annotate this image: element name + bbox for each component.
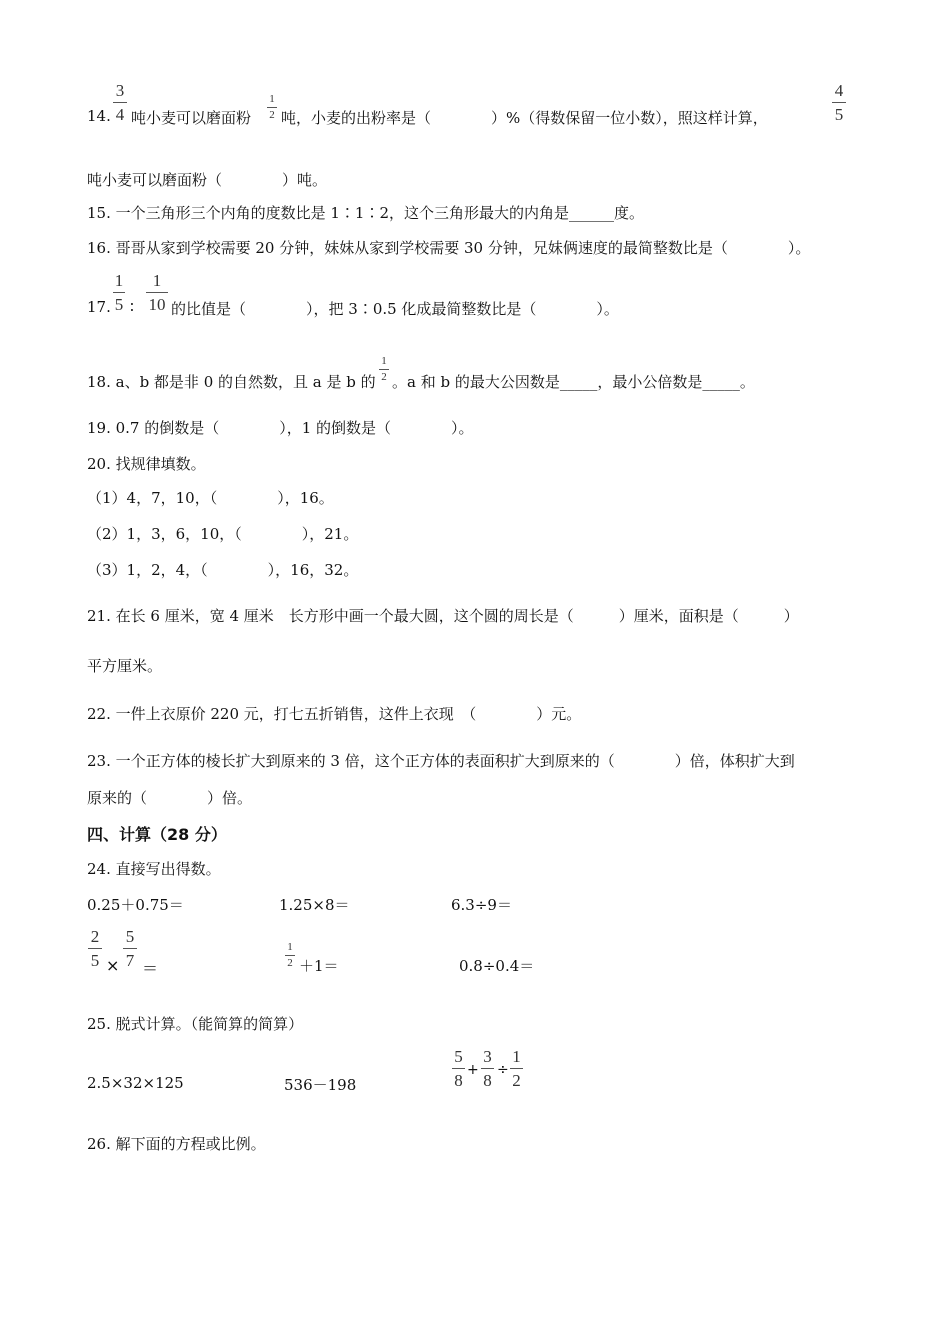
fraction-3-4 (113, 82, 127, 123)
fraction-2-5 (88, 928, 102, 969)
q25-title: 25. 脱式计算。（能简算的简算） (87, 1015, 304, 1033)
section-heading: 四、计算（28 分） (87, 825, 227, 844)
fraction-1-2 (510, 1048, 523, 1089)
expression-2: 536－198 (284, 1076, 357, 1094)
q21-line-2: 平方厘米。 (87, 657, 163, 675)
q14-text-3: 吨小麦可以磨面粉（ ）吨。 (87, 171, 328, 189)
q14-text-1: 吨小麦可以磨面粉 (131, 109, 252, 127)
denominator: 5 (90, 951, 100, 970)
q14-number: 14. (87, 107, 111, 125)
fraction-1-2 (267, 94, 277, 121)
question-15: 15. 一个三角形三个内角的度数比是 1∶1∶2，这个三角形最大的内角是______度。 (87, 204, 645, 222)
denominator: 8 (454, 1071, 463, 1090)
q20-item-3: （3）1，2，4，（ ），16，32。 (87, 561, 359, 579)
expression-1: 2.5×32×125 (87, 1074, 184, 1092)
calc-item: ＋1＝ (299, 957, 339, 975)
equals-sign: ＝ (142, 959, 159, 978)
q24-title: 24. 直接写出得数。 (87, 860, 221, 878)
fraction-3-8 (481, 1048, 494, 1089)
numerator: 1 (287, 941, 293, 953)
fraction-5-8 (452, 1048, 465, 1089)
numerator: 3 (483, 1047, 492, 1066)
denominator: 5 (114, 295, 124, 314)
denominator: 8 (483, 1071, 492, 1090)
q21-line-1: 21. 在长 6 厘米，宽 4 厘米 长方形中画一个最大圆，这个圆的周长是（ ）厘米，面积是（ ） (87, 607, 799, 625)
numerator: 1 (269, 93, 275, 105)
denominator: 2 (381, 371, 387, 383)
fraction-1-2 (379, 356, 389, 383)
q18-text-1: 18. a、b 都是非 0 的自然数，且 a 是 b 的 (87, 373, 376, 391)
q20-title: 20. 找规律填数。 (87, 455, 206, 473)
numerator: 1 (381, 355, 387, 367)
denominator: 2 (512, 1071, 521, 1090)
denominator: 2 (287, 957, 293, 969)
question-22: 22. 一件上衣原价 220 元，打七五折销售，这件上衣现 （ ）元。 (87, 705, 582, 723)
q17-number: 17. (87, 298, 111, 316)
calc-item: 0.8÷0.4＝ (459, 957, 535, 975)
denominator: 2 (269, 109, 275, 121)
q23-line-2: 原来的（ ）倍。 (87, 789, 253, 807)
denominator: 7 (125, 951, 135, 970)
fraction-4-5 (832, 82, 846, 123)
q20-item-2: （2）1，3，6，10，（ ），21。 (87, 525, 359, 543)
q18-text-2: 。a 和 b 的最大公因数是_____，最小公倍数是_____。 (392, 373, 755, 391)
numerator: 4 (834, 81, 844, 100)
ratio-colon: ∶ (130, 298, 134, 316)
fraction-1-5 (113, 272, 125, 313)
calc-item: 1.25×8＝ (279, 896, 350, 914)
denominator: 10 (148, 295, 166, 314)
plus-sign: + (467, 1062, 479, 1078)
numerator: 2 (90, 927, 100, 946)
q14-text-2: 吨，小麦的出粉率是（ ）%（得数保留一位小数），照这样计算， (281, 109, 768, 127)
calc-item: 0.25＋0.75＝ (87, 896, 184, 914)
numerator: 1 (114, 271, 124, 290)
numerator: 1 (512, 1047, 521, 1066)
numerator: 5 (454, 1047, 463, 1066)
times-sign: × (106, 956, 120, 975)
calc-item: 6.3÷9＝ (451, 896, 512, 914)
question-16: 16. 哥哥从家到学校需要 20 分钟，妹妹从家到学校需要 30 分钟，兄妹俩速度的最简整数比是（ ）。 (87, 239, 811, 257)
fraction-1-2 (285, 942, 295, 969)
q23-line-1: 23. 一个正方体的棱长扩大到原来的 3 倍，这个正方体的表面积扩大到原来的（ ）倍，体积扩大到 (87, 752, 795, 770)
numerator: 3 (115, 81, 125, 100)
fraction-1-10 (146, 272, 168, 313)
fraction-5-7 (123, 928, 137, 969)
denominator: 4 (115, 105, 125, 124)
question-19: 19. 0.7 的倒数是（ ），1 的倒数是（ ）。 (87, 419, 474, 437)
divide-sign: ÷ (497, 1062, 509, 1078)
question-26: 26. 解下面的方程或比例。 (87, 1135, 266, 1153)
numerator: 1 (152, 271, 162, 290)
denominator: 5 (834, 105, 844, 124)
q17-text: 的比值是（ ），把 3∶0.5 化成最简整数比是（ ）。 (171, 300, 619, 318)
q20-item-1: （1）4，7，10，（ ），16。 (87, 489, 334, 507)
numerator: 5 (125, 927, 135, 946)
